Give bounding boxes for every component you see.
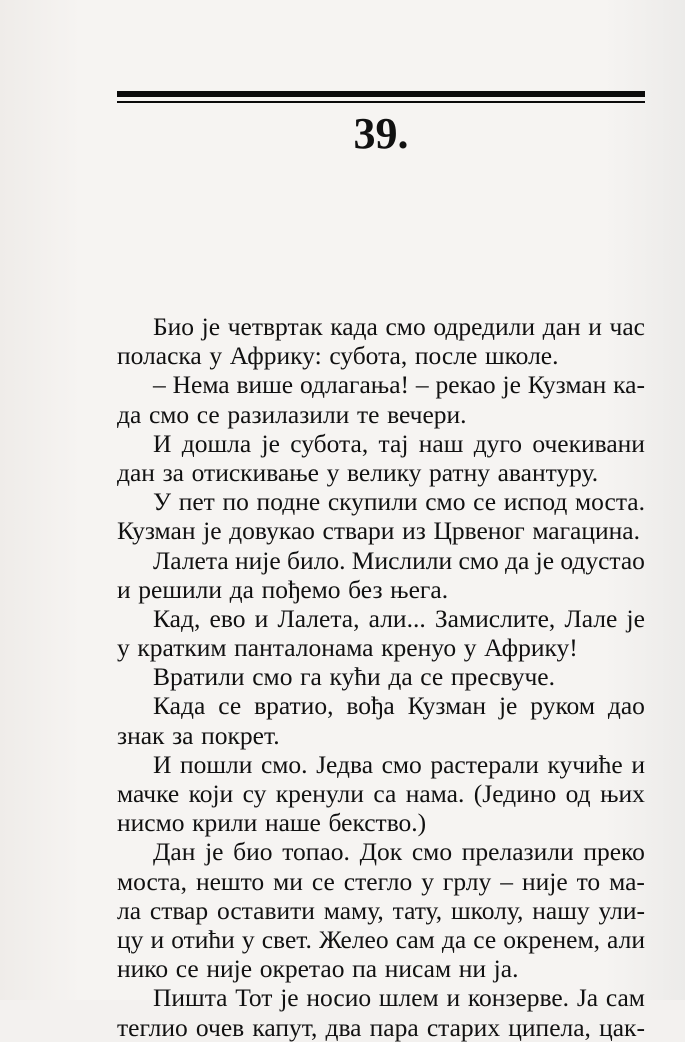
word: – [153, 370, 166, 400]
word: вечери. [387, 399, 467, 429]
word: је [498, 691, 518, 721]
text-line [117, 837, 645, 866]
word: дан [542, 312, 581, 341]
word: било. [286, 545, 346, 575]
word: и [150, 924, 165, 954]
word: теглио [117, 1012, 188, 1042]
word: цу [117, 924, 144, 954]
word: наше [264, 808, 321, 838]
text-line [117, 604, 645, 633]
word: субота, [290, 428, 369, 458]
word: ка- [613, 370, 645, 400]
word: (Једино [473, 779, 557, 808]
word: са [373, 779, 397, 808]
word: и [588, 312, 602, 341]
body-text [117, 312, 645, 1042]
word: авантуру. [497, 457, 599, 487]
word: цак- [599, 1012, 645, 1042]
word: али [607, 924, 645, 954]
word: Црвеног [433, 516, 525, 546]
word: руком [530, 691, 595, 721]
word: и [446, 983, 461, 1013]
word: ратну [429, 457, 490, 487]
word: решили [138, 574, 223, 604]
text-line [117, 925, 645, 954]
word: Био [153, 312, 195, 341]
header-rule-thick [117, 91, 645, 97]
word: у [117, 633, 130, 663]
word: магацина. [532, 516, 641, 546]
word: Кад, [153, 603, 201, 633]
word: нешто [195, 866, 265, 896]
word: час [609, 312, 645, 341]
word: конзерве. [467, 983, 570, 1013]
word: после [414, 341, 478, 371]
word: Мислили [351, 545, 453, 575]
word: се [420, 662, 444, 692]
word: у [326, 457, 340, 487]
word: смо [458, 545, 499, 575]
word: стегло [343, 866, 413, 896]
word: у [241, 924, 255, 954]
word: Африку: [229, 341, 322, 371]
word: моста, [117, 866, 187, 896]
word: У [153, 487, 172, 517]
text-line [117, 983, 645, 1012]
word: да [441, 924, 467, 954]
word: није [521, 866, 568, 896]
word: довукао [229, 516, 315, 546]
word: Кузман [527, 370, 607, 400]
word: покрет. [201, 720, 280, 750]
word: више [236, 370, 294, 400]
word: растерали [430, 749, 539, 779]
header-rule-thin [117, 101, 645, 103]
word: је [205, 837, 224, 867]
text-line [117, 487, 645, 516]
text-line [117, 779, 645, 808]
word: њега. [390, 574, 449, 604]
word: кући [329, 662, 381, 692]
text-line [117, 867, 645, 896]
word: нисмо [117, 808, 185, 838]
word: пођемо [261, 574, 341, 604]
word: али... [368, 603, 426, 633]
word: кренули [275, 779, 364, 808]
word: се [218, 691, 242, 721]
word: Вратили [153, 662, 245, 692]
word: – [415, 370, 429, 400]
word: вођа [346, 691, 395, 721]
word: нама. [405, 779, 465, 808]
word: и [117, 574, 131, 604]
text-line [117, 954, 645, 983]
word: мачке [117, 779, 180, 808]
word: и [254, 603, 269, 633]
word: ствар [149, 895, 209, 925]
word: Желео [318, 924, 389, 954]
word: поласка [117, 341, 202, 371]
word: који [188, 779, 234, 808]
text-line [117, 429, 645, 458]
word: је [280, 983, 299, 1013]
word: ципела, [508, 1012, 591, 1042]
word: су [242, 779, 267, 808]
word: бекство.) [328, 808, 427, 838]
word: Лалета, [277, 603, 360, 633]
word: се [311, 866, 335, 896]
word: је [203, 516, 222, 546]
word: се [196, 399, 220, 429]
word: отискивање [191, 457, 319, 487]
word: И [153, 428, 172, 458]
word: из [402, 516, 426, 546]
word: Ја [576, 983, 599, 1013]
word: субота, [329, 341, 408, 371]
word: шлем [378, 983, 439, 1013]
word: смо [425, 487, 466, 517]
word: свет. [261, 924, 312, 954]
word: капут, [252, 1012, 318, 1042]
word: оставити [216, 895, 315, 925]
word: носио [306, 983, 372, 1013]
word: без [348, 574, 383, 604]
word: је [502, 370, 521, 400]
text-line [117, 575, 645, 604]
text-line [117, 458, 645, 487]
word: тату, [392, 895, 443, 925]
word: наш [418, 428, 464, 458]
word: то [576, 866, 601, 896]
text-line [117, 896, 645, 925]
text-line [117, 370, 645, 399]
word: подне [256, 487, 321, 517]
word: грлу [442, 866, 492, 896]
text-line [117, 750, 645, 779]
word: разилазили [227, 399, 350, 429]
word: кучиће [547, 749, 623, 779]
word: одлагања! [299, 370, 410, 400]
word: да [388, 662, 413, 692]
word: прелазили [461, 837, 574, 867]
word: нашу [532, 895, 590, 925]
word: смо [411, 837, 453, 867]
word: ми [273, 866, 303, 896]
word: Пишта [153, 983, 228, 1013]
word: крили [192, 808, 258, 838]
word: у [421, 866, 434, 896]
word: је [261, 428, 280, 458]
word: ствари [322, 516, 395, 546]
word: школе. [484, 341, 559, 371]
word: скупили [327, 487, 418, 517]
word: по [222, 487, 249, 517]
word: пошли [179, 749, 253, 779]
word: се [175, 954, 199, 984]
text-line [117, 400, 645, 429]
word: пресвуче. [450, 662, 555, 692]
text-line [117, 516, 645, 545]
word: Када [153, 691, 206, 721]
word: Замислите, [434, 603, 556, 633]
word: је [201, 312, 221, 341]
word: отићи [171, 924, 235, 954]
word: И [153, 749, 172, 779]
word: у [463, 633, 477, 663]
word: маму, [323, 895, 384, 925]
word: дао [607, 691, 645, 721]
text-line [117, 546, 645, 575]
word: те [356, 399, 380, 429]
word: очекивани [532, 428, 645, 458]
word: се [473, 487, 497, 517]
word: па [352, 954, 378, 984]
word: ули- [598, 895, 645, 925]
word: за [162, 457, 184, 487]
word: тај [378, 428, 409, 458]
word: смо [385, 312, 426, 341]
word: га [300, 662, 322, 692]
chapter-number: 39. [353, 109, 409, 158]
word: вратио, [254, 691, 334, 721]
word: био [233, 837, 273, 867]
word: панталонама [234, 633, 374, 663]
word: да [229, 574, 254, 604]
word: да [505, 545, 530, 575]
word: ја. [493, 954, 519, 984]
word: ма- [609, 866, 645, 896]
text-line [117, 721, 645, 750]
word: Дан [153, 837, 196, 867]
text-line [117, 662, 645, 691]
word: очев [195, 1012, 245, 1042]
word: преко [583, 837, 645, 867]
word: велику [347, 457, 422, 487]
word: моста. [574, 487, 645, 517]
word: Нема [172, 370, 230, 400]
word: ево [209, 603, 246, 633]
word: четвртак [227, 312, 323, 341]
word: од [565, 779, 591, 808]
word: Док [359, 837, 403, 867]
word: и [631, 749, 645, 779]
word: смо. [260, 749, 308, 779]
word: кратким [137, 633, 227, 663]
word: знак [117, 720, 165, 750]
word: два [325, 1012, 362, 1042]
word: у [209, 341, 223, 371]
text-line [117, 312, 645, 341]
word: сам [605, 983, 645, 1013]
word: Африку! [484, 633, 578, 663]
text-line [117, 691, 645, 720]
word: пара [369, 1012, 419, 1042]
word: рекао [435, 370, 496, 400]
word: школу, [450, 895, 524, 925]
text-line [117, 633, 645, 662]
word: за [172, 720, 194, 750]
word: није [234, 545, 281, 575]
word: пет [178, 487, 215, 517]
word: окренем, [503, 924, 600, 954]
word: окретао [259, 954, 345, 984]
word: дуго [473, 428, 523, 458]
word: је [535, 545, 555, 575]
word: кренуо [381, 633, 457, 663]
word: – [500, 866, 513, 896]
word: Једва [316, 749, 374, 779]
word: Кузман [407, 691, 487, 721]
word: старих [426, 1012, 501, 1042]
word: смо [148, 399, 190, 429]
word: је [626, 603, 645, 633]
word: сам [395, 924, 435, 954]
word: да [117, 399, 142, 429]
text-line [117, 341, 645, 370]
word: смо [381, 749, 422, 779]
word: дошла [181, 428, 252, 458]
word: нико [117, 954, 169, 984]
word: ла [117, 895, 142, 925]
word: Кузман [117, 516, 196, 546]
word: када [330, 312, 378, 341]
text-line [117, 1013, 645, 1042]
word: одустао [560, 545, 645, 575]
word: испод [503, 487, 568, 517]
word: њих [600, 779, 645, 808]
word: ни [458, 954, 487, 984]
word: дан [117, 457, 155, 487]
word: нисам [384, 954, 452, 984]
word: се [473, 924, 497, 954]
text-line [117, 808, 645, 837]
word: Лалета [153, 545, 229, 575]
word: Лале [564, 603, 618, 633]
word: смо [252, 662, 293, 692]
word: није [206, 954, 253, 984]
word: топао. [282, 837, 350, 867]
word: одредили [433, 312, 536, 341]
word: Тот [235, 983, 273, 1013]
